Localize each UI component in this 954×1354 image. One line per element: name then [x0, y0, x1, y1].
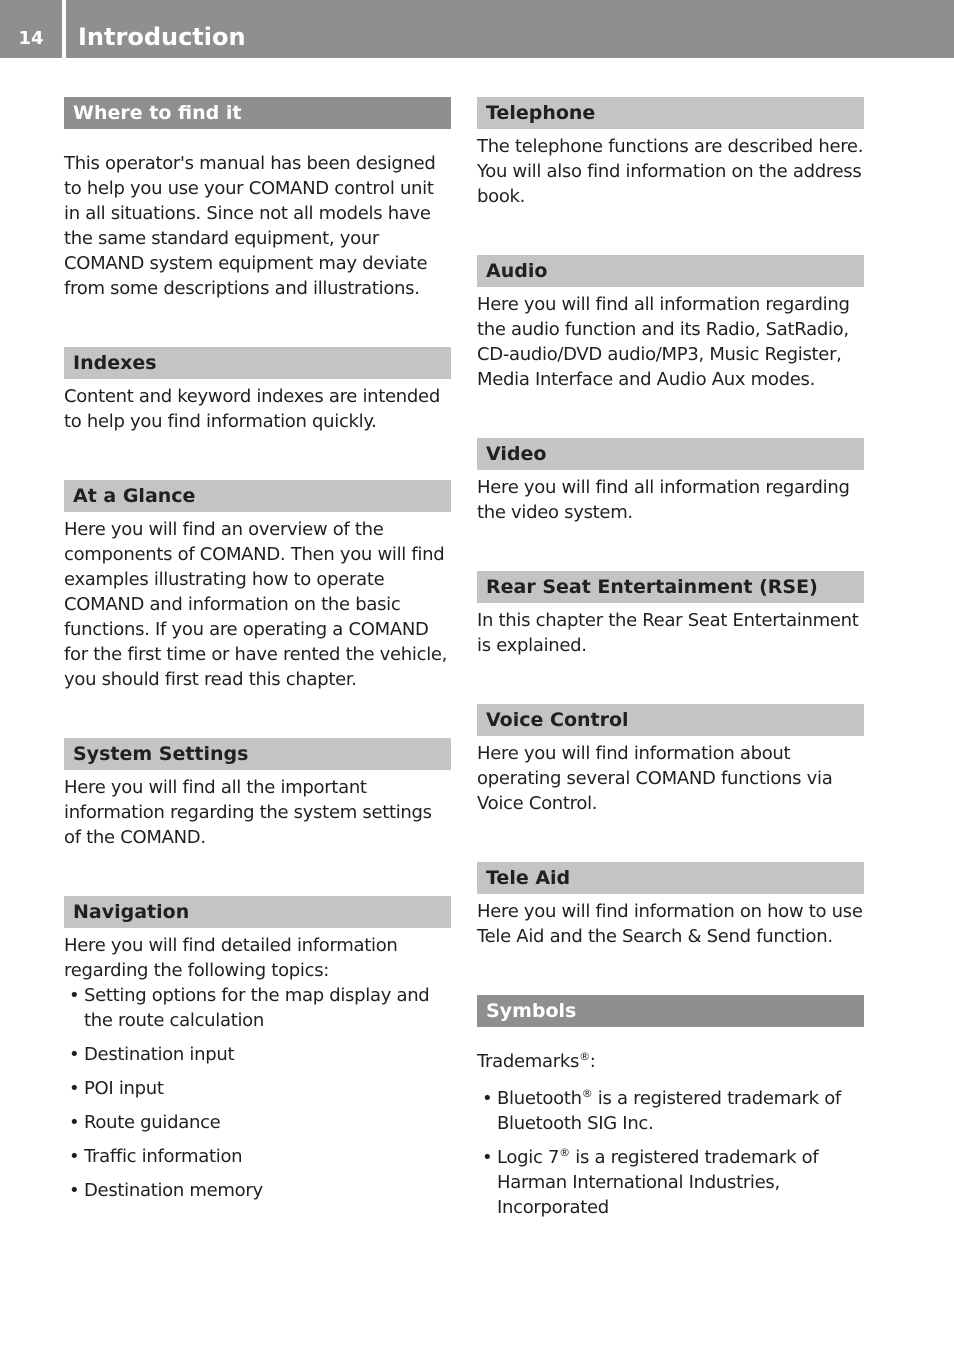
list-item: • Setting options for the map display and the route calculation — [64, 983, 451, 1033]
list-item: • Route guidance — [64, 1110, 451, 1135]
section-heading: Rear Seat Entertainment (RSE) — [477, 571, 864, 603]
left-column — [64, 97, 451, 1212]
section-where-to-find-it — [64, 97, 451, 301]
section-at-a-glance — [64, 480, 451, 692]
list-item: • Destination input — [64, 1042, 451, 1067]
section-heading: Symbols — [477, 995, 864, 1027]
trademark-name: Bluetooth — [497, 1088, 582, 1109]
trademarks-label: Trademarks — [477, 1051, 580, 1072]
trademark-owner: is a registered trademark of Bluetooth SIG Inc. — [497, 1088, 841, 1134]
registered-mark: ® — [559, 1146, 570, 1159]
trademark-list — [477, 1086, 864, 1220]
header-divider — [62, 0, 66, 58]
section-system-settings — [64, 738, 451, 850]
section-text: Here you will find all the important information regarding the system settings of the COMAND. — [64, 777, 432, 848]
section-navigation — [64, 896, 451, 1203]
section-heading: System Settings — [64, 738, 451, 770]
section-text: Here you will find an overview of the components of COMAND. Then you will find examples illustrating how to operate COMAND and information on the basic functions. If you are operating a COMAND for the first time or have rented the vehicle, you should first read this chapter. — [64, 519, 448, 690]
page-header — [0, 0, 954, 58]
section-tele-aid — [477, 862, 864, 949]
section-text: Here you will find information about operating several COMAND functions via Voice Control. — [477, 743, 833, 814]
section-heading: At a Glance — [64, 480, 451, 512]
trademarks-intro — [477, 1049, 864, 1074]
section-audio — [477, 255, 864, 392]
section-heading: Telephone — [477, 97, 864, 129]
section-text: Here you will find all information regarding the video system. — [477, 477, 850, 523]
section-text: Content and keyword indexes are intended to help you find information quickly. — [64, 386, 440, 432]
right-column — [477, 97, 864, 1229]
list-item: • Destination memory — [64, 1178, 451, 1203]
section-indexes — [64, 347, 451, 434]
section-heading: Audio — [477, 255, 864, 287]
section-heading: Indexes — [64, 347, 451, 379]
list-item — [477, 1086, 864, 1136]
registered-mark: ® — [579, 1050, 590, 1063]
list-item — [477, 1145, 864, 1220]
section-rear-seat-entertainment — [477, 571, 864, 658]
section-telephone — [477, 97, 864, 209]
section-heading: Where to find it — [64, 97, 451, 129]
section-text: Here you will find all information regarding the audio function and its Radio, SatRadio, CD-audio/DVD audio/MP3, Music Register, Media Interface and Audio Aux modes. — [477, 294, 850, 390]
section-heading: Video — [477, 438, 864, 470]
registered-mark: ® — [581, 1087, 593, 1100]
trademarks-colon: : — [589, 1051, 596, 1072]
chapter-title: Introduction — [78, 23, 246, 51]
section-video — [477, 438, 864, 525]
section-text: Here you will find detailed information regarding the following topics: — [64, 935, 398, 981]
trademark-name: Logic 7 — [497, 1147, 560, 1168]
list-item: • Traffic information — [64, 1144, 451, 1169]
trademark-owner: is a registered trademark of Harman International Industries, Incorporated — [497, 1147, 819, 1218]
list-item: • POI input — [64, 1076, 451, 1101]
section-voice-control — [477, 704, 864, 816]
section-text: Here you will find information on how to use Tele Aid and the Search & Send function. — [477, 901, 863, 947]
section-text: This operator's manual has been designed to help you use your COMAND control unit in all situations. Since not all models have the same standard equipment, your COMAND system equipment may deviate from some descriptions and illustrations. — [64, 153, 436, 299]
section-symbols — [477, 995, 864, 1220]
page-number: 14 — [18, 28, 44, 49]
navigation-topic-list — [64, 983, 451, 1203]
section-text: The telephone functions are described here. You will also find information on the address book. — [477, 136, 864, 207]
section-heading: Navigation — [64, 896, 451, 928]
section-heading: Tele Aid — [477, 862, 864, 894]
section-heading: Voice Control — [477, 704, 864, 736]
section-text: In this chapter the Rear Seat Entertainment is explained. — [477, 610, 859, 656]
